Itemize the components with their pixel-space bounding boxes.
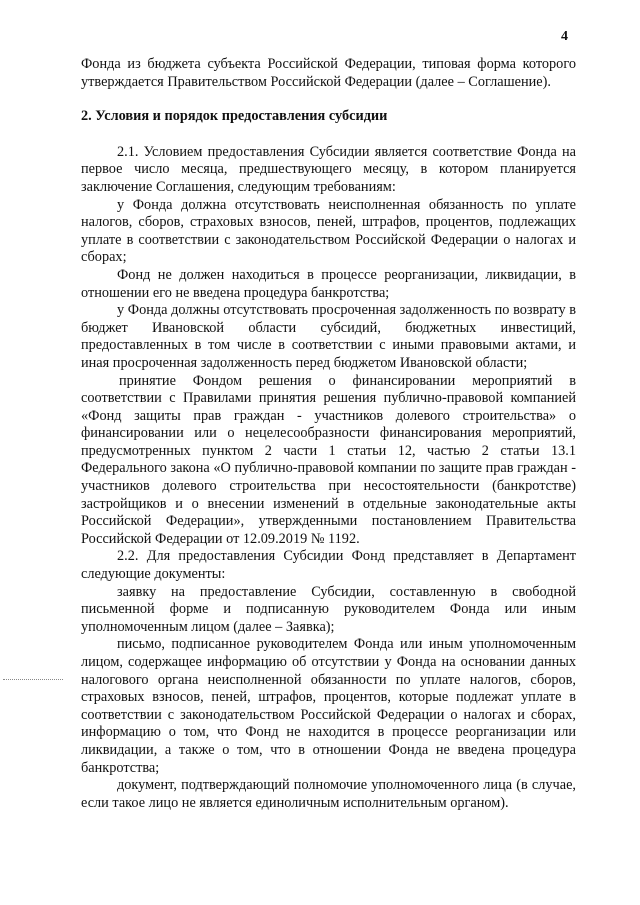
page-number: 4 xyxy=(561,29,568,44)
paragraph-2-1: 2.1. Условием предоставления Субсидии является соответствие Фонда на первое число месяца, предшествующего месяцу, в котором планируется заключение Соглашения, следующим требованиям: xyxy=(81,143,576,195)
intro-paragraph: Фонда из бюджета субъекта Российской Федерации, типовая форма которого утверждается Правительством Российской Федерации (далее – Соглашение). xyxy=(81,56,576,90)
document-body xyxy=(81,56,576,812)
requirement-debt: у Фонда должны отсутствовать просроченная задолженность по возврату в бюджет Ивановской области субсидий, бюджетных инвестиций, предоставленных в том числе в соответствии с иными правовыми актами, и иная просроченная задолженность перед бюджетом Ивановской области; xyxy=(81,302,576,371)
requirement-taxes: у Фонда должна отсутствовать неисполненная обязанность по уплате налогов, сборов, страховых взносов, пеней, штрафов, процентов, подлежащих уплате в соответствии с законодательством Российской Федерации о налогах и сборах; xyxy=(81,196,576,266)
document-authority: документ, подтверждающий полномочие уполномоченного лица (в случае, если такое лицо не является единоличным исполнительным органом). xyxy=(81,777,576,811)
paragraph-2-2: 2.2. Для предоставления Субсидии Фонд представляет в Департамент следующие документы: xyxy=(81,548,576,583)
document-application: заявку на предоставление Субсидии, составленную в свободной письменной форме и подписанную руководителем Фонда или иным уполномоченным лицом (далее – Заявка); xyxy=(81,583,576,635)
margin-mark xyxy=(3,679,63,680)
section-heading: 2. Условия и порядок предоставления субсидии xyxy=(81,108,388,125)
requirement-reorganization: Фонд не должен находиться в процессе реорганизации, ликвидации, в отношении его не введена процедура банкротства; xyxy=(81,266,576,301)
requirement-decision: принятие Фондом решения о финансировании мероприятий в соответствии с Правилами принятия решения публично-правовой компанией «Фонд защиты прав граждан - участников долевого строительства» о финансировании или о нецелесообразности финансирования мероприятий, предусмотренных пунктом 2 части 1 статьи 12, частью 2 статьи 13.1 Федерального закона «О публично-правовой компании по защите прав граждан - участников долевого строительства при несостоятельности (банкротстве) застройщиков и о внесении изменений в отдельные законодательные акты Российской Федерации», утвержденными постановлением Правительства Российской Федерации от 12.09.2019 № 1192. xyxy=(81,372,576,547)
document-letter: письмо, подписанное руководителем Фонда или иным уполномоченным лицом, содержащее информацию об отсутствии у Фонда на основании данных налогового органа неисполненной обязанности по уплате налогов, сборов, страховых взносов, пеней, штрафов, процентов, которые подлежат уплате в соответствии с законодательством Российской Федерации о налогах и сборах, информацию о том, что Фонд не находится в процессе реорганизации или ликвидации, а также о том, что в отношении Фонда не введена процедура банкротства; xyxy=(81,636,576,776)
